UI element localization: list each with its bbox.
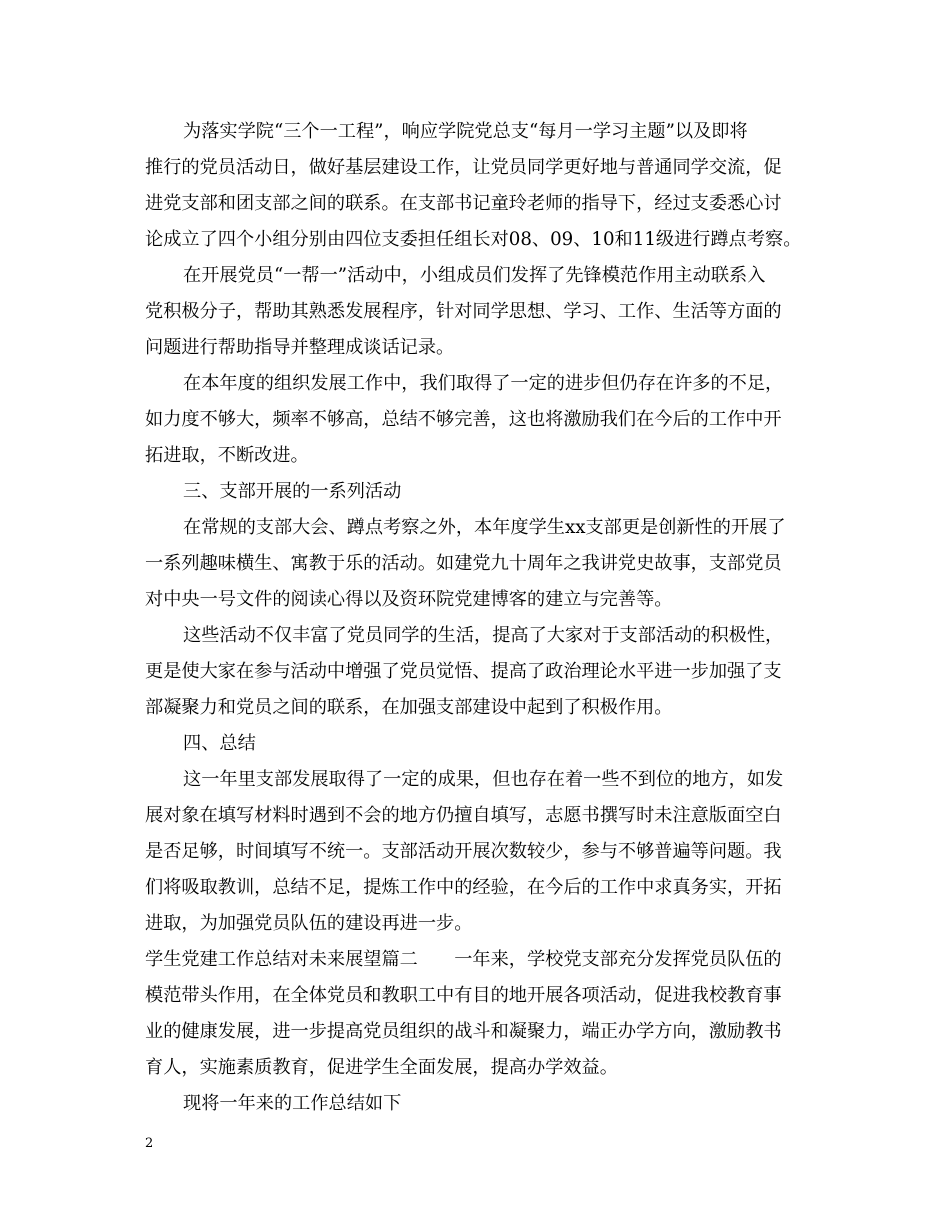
- text-line: 党积极分子，帮助其熟悉发展程序，针对同学思想、学习、工作、生活等方面的: [145, 301, 782, 322]
- text-line: 模范带头作用，在全体党员和教职工中有目的地开展各项活动，促进我校教育事: [145, 985, 782, 1006]
- page-number: 2: [145, 1136, 154, 1151]
- text-line: 在开展党员“一帮一”活动中，小组成员们发挥了先锋模范作用主动联系入: [183, 265, 766, 286]
- text-line: 们将吸取教训，总结不足，提炼工作中的经验，在今后的工作中求真务实，开拓: [145, 877, 782, 898]
- text-line: 进党支部和团支部之间的联系。在支部书记童玲老师的指导下，经过支委悉心讨: [145, 193, 782, 214]
- text-line: 现将一年来的工作总结如下: [183, 1093, 402, 1114]
- text-line: 为落实学院“三个一工程”，响应学院党总支“每月一学习主题”以及即将: [183, 121, 748, 142]
- text-line: 育人，实施素质教育，促进学生全面发展，提高办学效益。: [145, 1057, 618, 1078]
- text-line: 问题进行帮助指导并整理成谈话记录。: [145, 337, 455, 358]
- text-line: 是否足够，时间填写不统一。支部活动开展次数较少，参与不够普遍等问题。我: [145, 841, 782, 862]
- text-line: 一系列趣味横生、寓教于乐的活动。如建党九十周年之我讲党史故事，支部党员: [145, 553, 782, 574]
- section-heading: 四、总结: [183, 733, 256, 754]
- article-title-line: 学生党建工作总结对未来展望篇二 一年来，学校党支部充分发挥党员队伍的: [145, 949, 782, 970]
- text-line: 在常规的支部大会、蹲点考察之外，本年度学生xx支部更是创新性的开展了: [183, 517, 786, 538]
- text-line: 在本年度的组织发展工作中，我们取得了一定的进步但仍存在许多的不足，: [183, 373, 784, 394]
- text-line: 业的健康发展，进一步提高党员组织的战斗和凝聚力，端正办学方向，激励教书: [145, 1021, 782, 1042]
- text-line: 部凝聚力和党员之间的联系，在加强支部建设中起到了积极作用。: [145, 697, 673, 718]
- text-line: 拓进取，不断改进。: [145, 445, 309, 466]
- text-line: 如力度不够大，频率不够高，总结不够完善，这也将激励我们在今后的工作中开: [145, 409, 782, 430]
- text-line: 展对象在填写材料时遇到不会的地方仍擅自填写，志愿书撰写时未注意版面空白: [145, 805, 782, 826]
- text-line: 论成立了四个小组分别由四位支委担任组长对08、09、10和11级进行蹲点考察。: [145, 229, 802, 250]
- text-line: 对中央一号文件的阅读心得以及资环院党建博客的建立与完善等。: [145, 589, 673, 610]
- text-line: 这一年里支部发展取得了一定的成果，但也存在着一些不到位的地方，如发: [183, 769, 784, 790]
- section-heading: 三、支部开展的一系列活动: [183, 481, 402, 502]
- text-line: 更是使大家在参与活动中增强了党员觉悟、提高了政治理论水平进一步加强了支: [145, 661, 782, 682]
- text-line: 进取，为加强党员队伍的建设再进一步。: [145, 913, 473, 934]
- text-line: 这些活动不仅丰富了党员同学的生活，提高了大家对于支部活动的积极性，: [183, 625, 784, 646]
- text-line: 推行的党员活动日，做好基层建设工作，让党员同学更好地与普通同学交流，促: [145, 157, 782, 178]
